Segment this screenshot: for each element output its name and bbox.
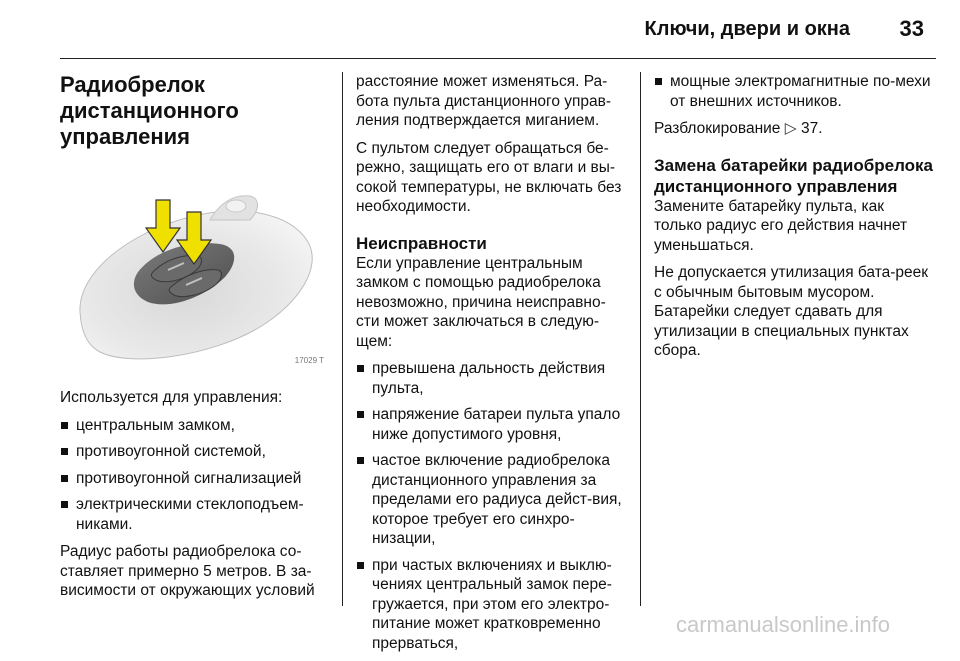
paragraph: Замените батарейку пульта, как только радиус его действия начнет уменьшаться. [654, 197, 908, 254]
keyfob-drawing [60, 162, 326, 372]
paragraph: С пультом следует обращаться бе-режно, защищать его от влаги и вы-сокой температуры, не включать без необходимости. [356, 139, 622, 215]
list-item: электрическими стеклоподъем-никами. [60, 495, 326, 534]
paragraph: Не допускается утилизация бата-реек с обычным бытовым мусором. Батарейки следует сдавать для утилизации в специальных пунктах сбора. [654, 264, 929, 359]
paragraph: расстояние может изменяться. Ра-бота пульта дистанционного управ-ления подтверждается миганием. [356, 73, 612, 129]
column-1 [60, 72, 326, 609]
usage-list [60, 416, 326, 535]
list-item: при частых включениях и выклю-чениях центральный замок пере-гружается, при этом его электро-питание может кратковременно прерваться, [356, 556, 628, 654]
column-2 [356, 72, 628, 661]
cross-reference-page: 37. [800, 120, 823, 137]
figure-code: 17029 T [294, 355, 324, 365]
paragraph: Радиус работы радиобрелока со-ставляет примерно 5 метров. В за-висимости от окружающих условий [60, 543, 315, 599]
paragraph: Используется для управления: [60, 389, 283, 406]
list-item: превышена дальность действия пульта, [356, 359, 628, 398]
paragraph: Если управление центральным замком с помощью радиобрелока невозможно, причина неисправно-сти может заключаться в следую-щем: [356, 254, 606, 350]
section-title-remote: Радиобрелок дистанционного управления [60, 72, 239, 149]
list-item: напряжение батареи пульта упало ниже допустимого уровня, [356, 405, 628, 444]
keyfob-illustration [60, 162, 326, 372]
cross-reference-label: Разблокирование [654, 120, 781, 137]
list-item: противоугонной сигнализацией [60, 469, 326, 489]
list-item: частое включение радиобрелока дистанционного управления за пределами его радиуса дейст-вия, которое требует его синхро-низации, [356, 451, 628, 549]
list-item: центральным замком, [60, 416, 326, 436]
column-divider-1 [342, 72, 343, 606]
running-header-title: Ключи, двери и окна [644, 18, 850, 40]
column-3 [654, 72, 936, 369]
header-divider [60, 58, 936, 59]
page-number: 33 [899, 16, 924, 41]
page-reference-icon: ▷ [784, 119, 797, 137]
column-divider-2 [640, 72, 641, 606]
watermark: carmanualsonline.info [676, 612, 891, 637]
list-item: мощные электромагнитные по-мехи от внешних источников. [654, 72, 936, 111]
list-item: противоугонной системой, [60, 442, 326, 462]
section-title-faults: Неисправности [356, 233, 487, 253]
section-title-battery: Замена батарейки радиобрелока дистанционного управления [654, 155, 934, 196]
fault-list-continued [654, 72, 936, 111]
fault-list [356, 359, 628, 653]
cross-reference[interactable] [654, 119, 936, 139]
